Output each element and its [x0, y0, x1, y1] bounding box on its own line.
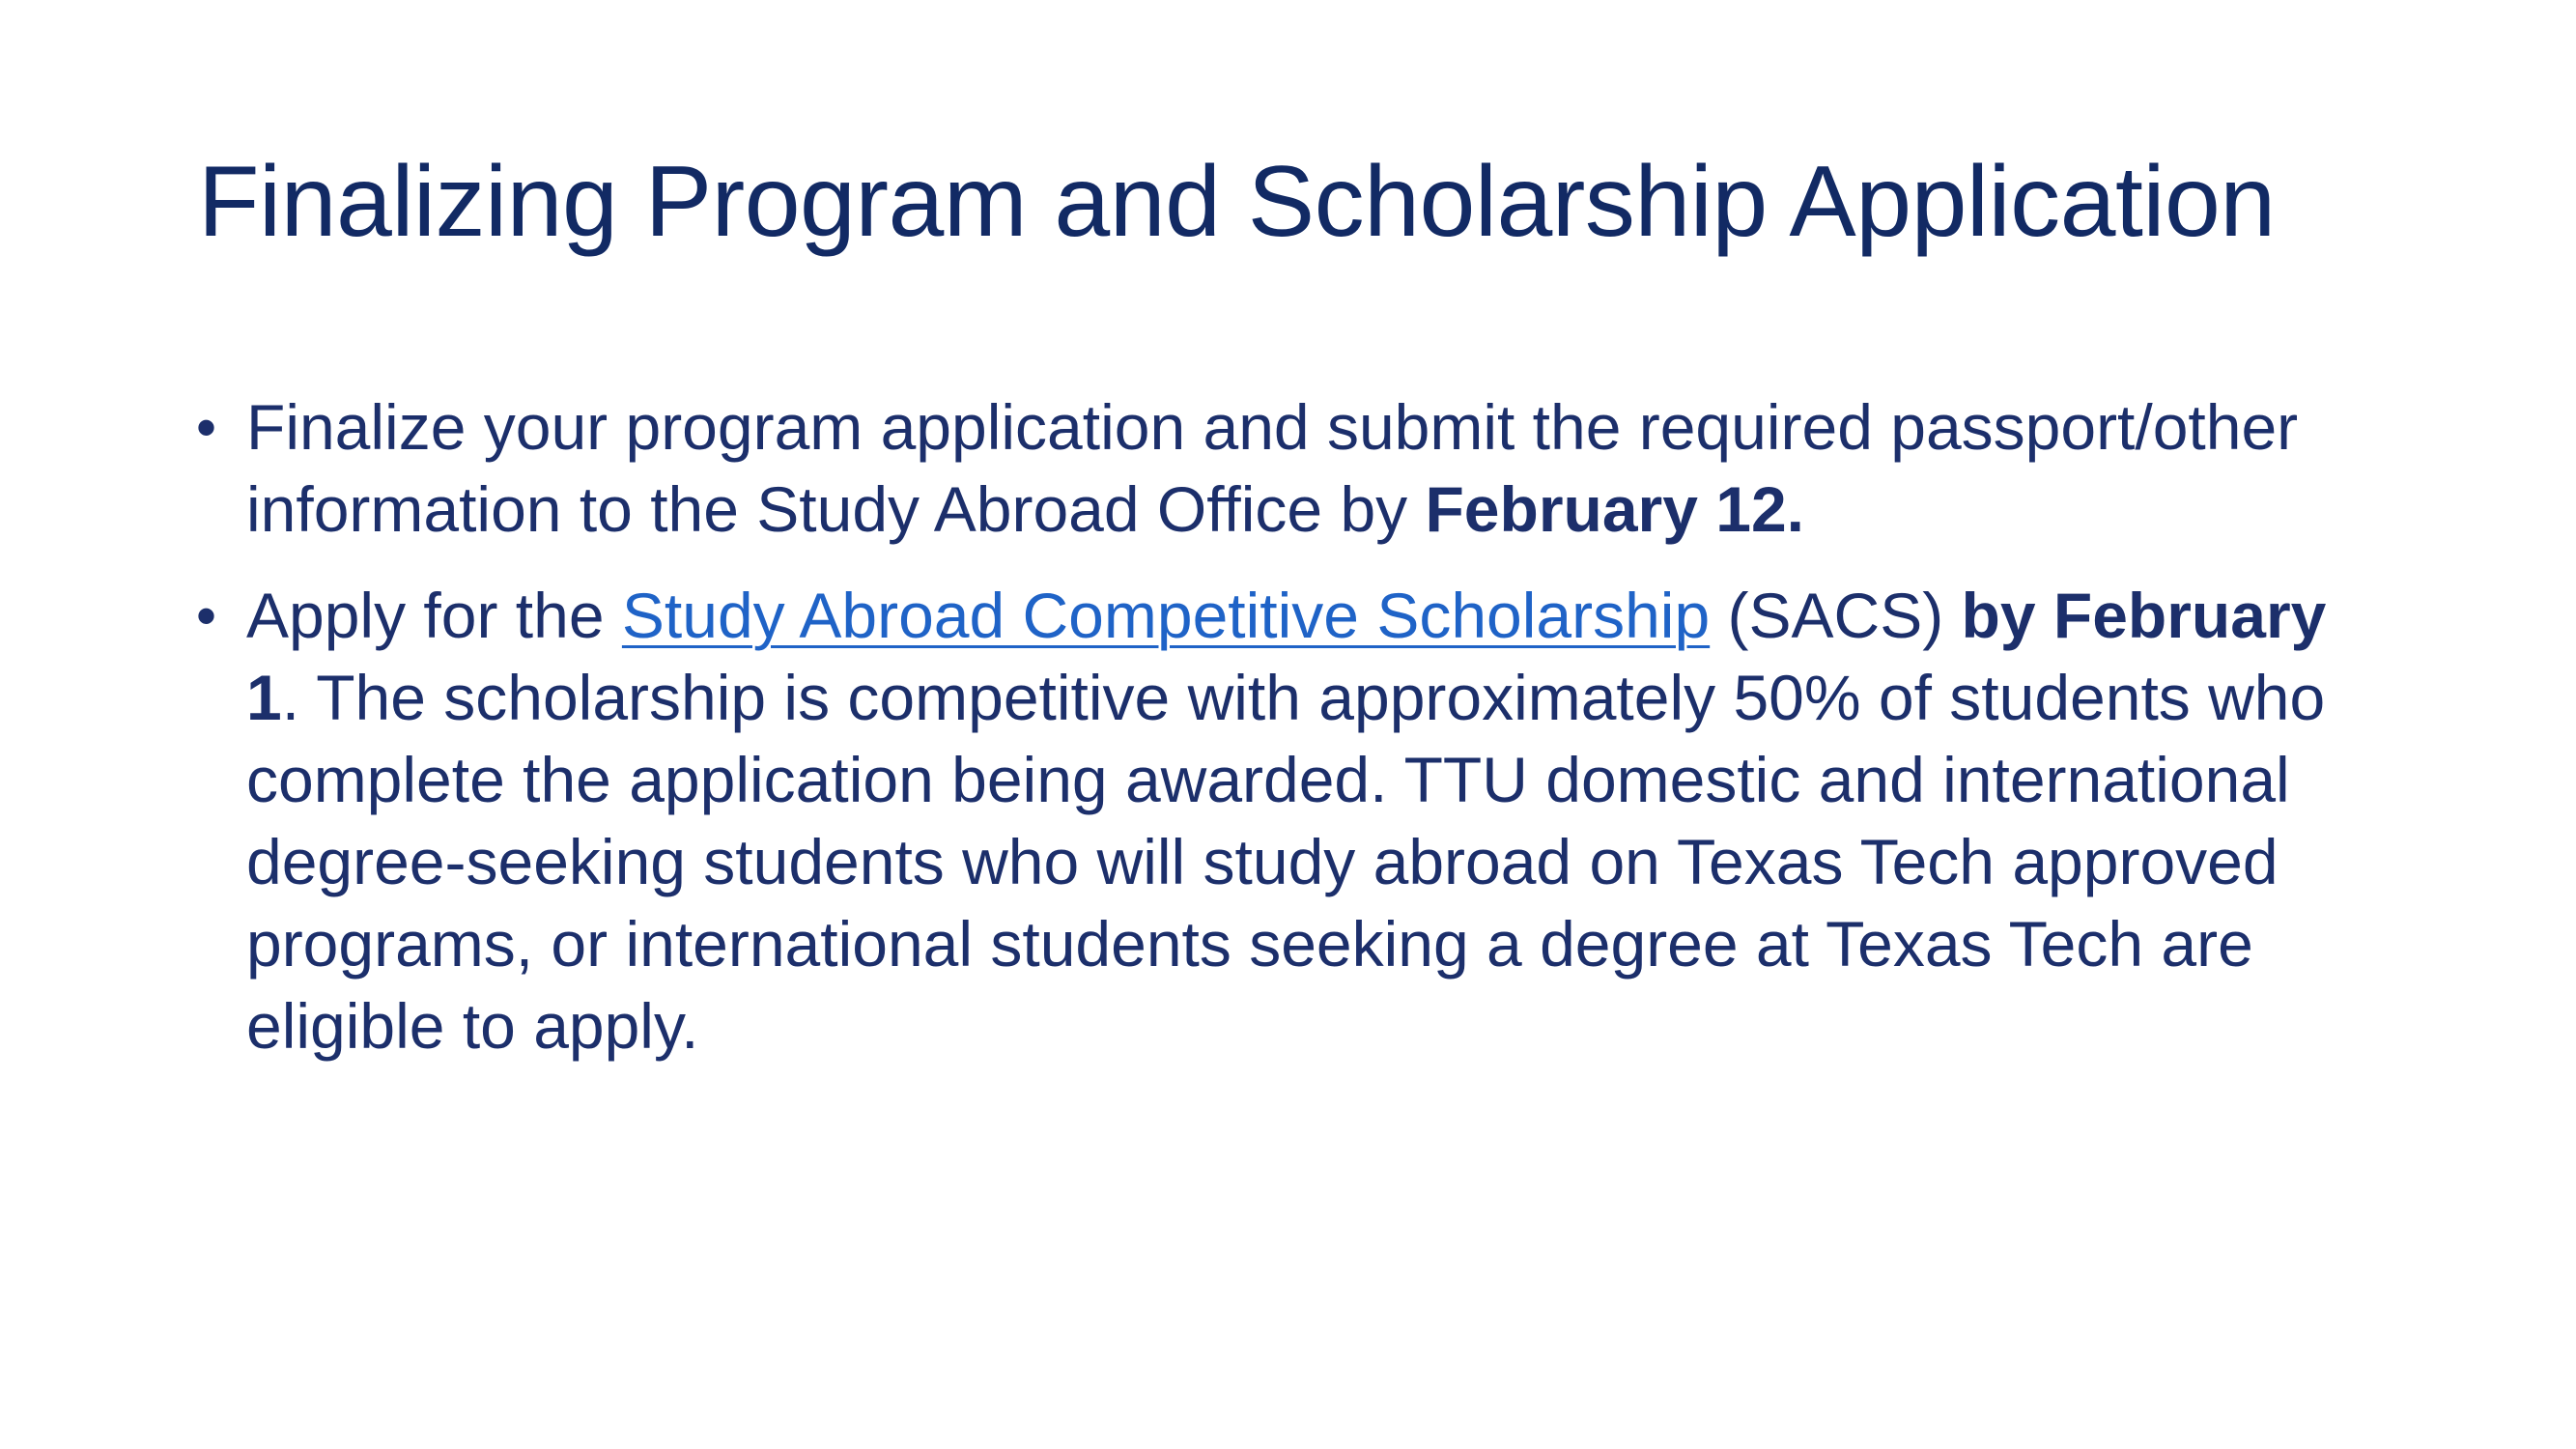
- deadline-text: by February 1: [246, 580, 2327, 733]
- bullet-item-program-application: [188, 386, 2371, 551]
- bullet-list: [188, 386, 2371, 1067]
- bullet-item-scholarship: [188, 575, 2371, 1067]
- deadline-text: February 12.: [1425, 473, 1805, 545]
- scholarship-link[interactable]: Study Abroad Competitive Scholarship: [621, 580, 1711, 651]
- slide-title: Finalizing Program and Scholarship Application: [198, 146, 2276, 258]
- bullet-text: (SACS): [1710, 580, 1962, 651]
- bullet-text: Finalize your program application and submit the required passport/other information to the Study Abroad Office by: [246, 391, 2299, 545]
- bullet-icon: •: [196, 395, 217, 460]
- bullet-icon: •: [196, 583, 217, 648]
- bullet-text: . The scholarship is competitive with approximately 50% of students who complete the application being awarded. TTU domestic and international degree-seeking students who will study abroad on Texas Tech approved programs, or international students seeking a degree at Texas Tech are eligible to apply.: [246, 662, 2326, 1062]
- bullet-text: Apply for the: [246, 580, 622, 651]
